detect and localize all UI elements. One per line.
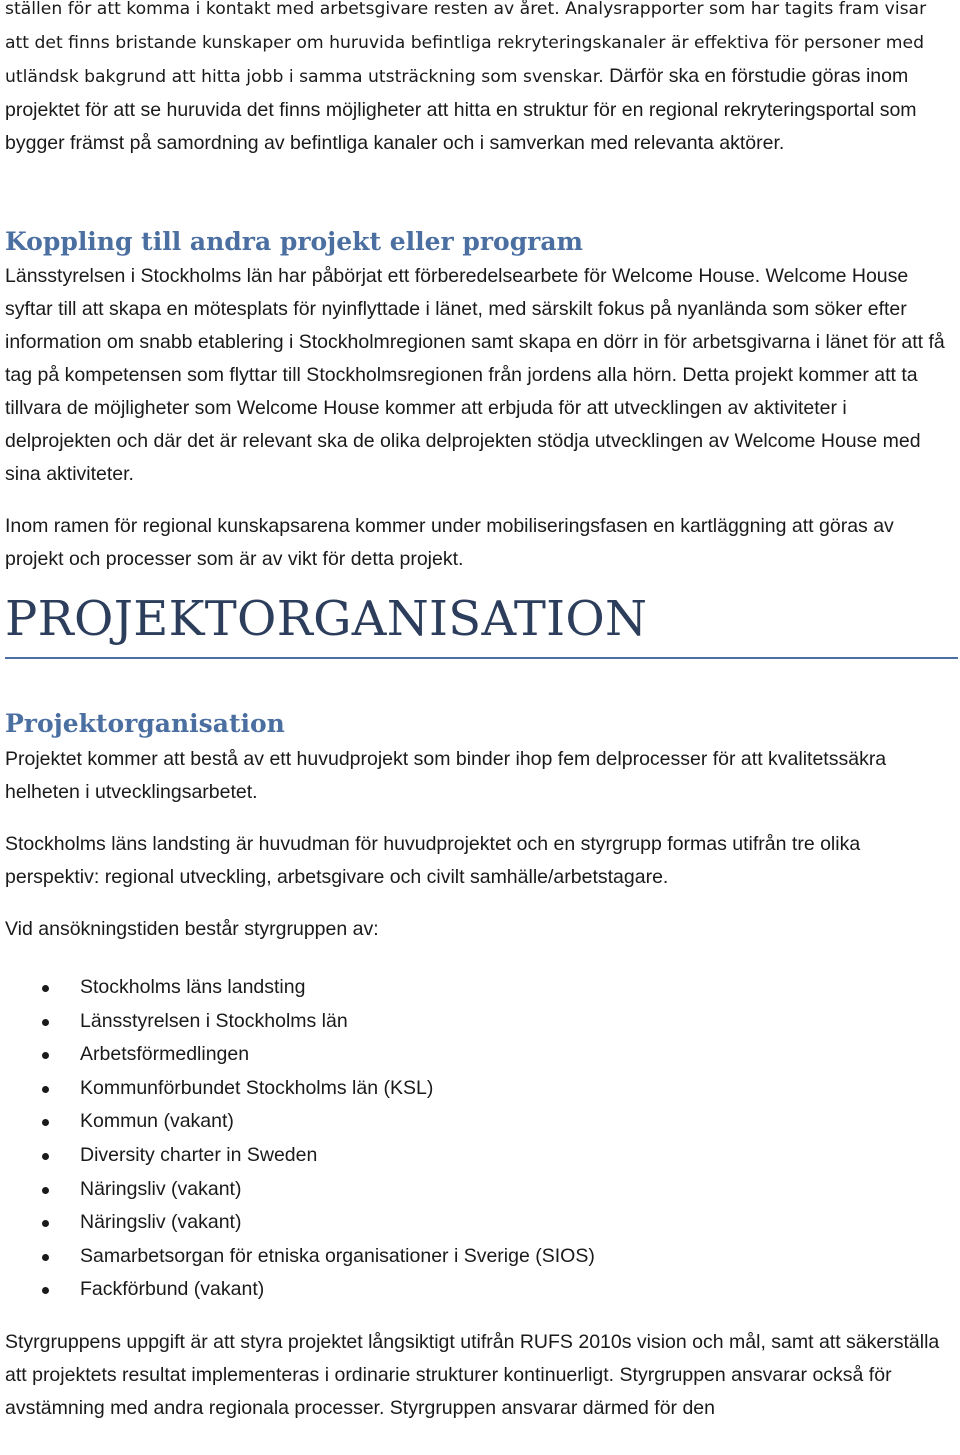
list-item-label: Diversity charter in Sweden: [80, 1143, 318, 1166]
list-item-label: Stockholms läns landsting: [80, 976, 306, 998]
bullet-dot-icon: [42, 1019, 49, 1026]
bullet-dot-icon: [42, 1153, 49, 1160]
list-item: [5, 1173, 955, 1207]
list-item-label: Länsstyrelsen i Stockholms län: [80, 1009, 348, 1032]
bullet-dot-icon: [42, 1119, 49, 1126]
styrgrupp-list: [5, 971, 955, 1307]
intro-paragraph: [5, 0, 955, 160]
projektorganisation-heading: Projektorganisation: [5, 709, 285, 738]
bullet-dot-icon: [42, 1254, 49, 1261]
bullet-dot-icon: [42, 1187, 49, 1194]
list-item-label: Arbetsförmedlingen: [80, 1043, 250, 1066]
bullet-dot-icon: [42, 1287, 49, 1294]
list-item: [5, 1072, 955, 1106]
list-item-label: Näringsliv (vakant): [80, 1177, 242, 1200]
list-item: [5, 1005, 955, 1039]
list-item: [5, 971, 955, 1005]
list-item: [5, 1038, 955, 1072]
inom-paragraph: Inom ramen för regional kunskapsarena kommer under mobiliseringsfasen en kartläggning att göras av projekt och processer som är av vikt för detta projekt.: [5, 515, 894, 570]
list-item: [5, 1240, 955, 1274]
list-item: [5, 1206, 955, 1240]
huvudman-paragraph: Stockholms läns landsting är huvudman för huvudprojektet och en styrgrupp formas utifrån tre olika perspektiv: regional utveckling, arbetsgivare och civilt samhälle/arbetstagare.: [5, 833, 861, 888]
title-underline: [5, 657, 958, 659]
styrgrupp-intro: Vid ansökningstiden består styrgruppen av:: [5, 918, 379, 940]
koppling-paragraph: Länsstyrelsen i Stockholms län har påbörjat ett förberedelsearbete för Welcome House. Welcome House syftar till att skapa en mötesplats för nyinflyttade i länet, med särskilt fokus på nyanlända som söker efter information om snabb etablering i Stockholmregionen samt skapa en dörr in för arbetsgivarna i länet för att få tag på kompetensen som flyttar till Stockholmsregionen från jordens alla hörn. Detta projekt kommer att ta tillvara de möjligheter som Welcome House kommer att erbjuda för att utvecklingen av aktiviteter i delprojekten och där det är relevant ska de olika delprojekten stödja utvecklingen av Welcome House med sina aktiviteter.: [5, 265, 945, 485]
list-item-label: Näringsliv (vakant): [80, 1211, 242, 1234]
section-title: PROJEKTORGANISATION: [5, 591, 648, 647]
document-page: [5, 0, 955, 1425]
list-item-label: Kommun (vakant): [80, 1110, 234, 1133]
bullet-dot-icon: [42, 1052, 49, 1059]
list-item: [5, 1273, 955, 1307]
bullet-dot-icon: [42, 985, 49, 992]
koppling-heading: Koppling till andra projekt eller program: [5, 227, 584, 256]
projorg-paragraph: Projektet kommer att bestå av ett huvudprojekt som binder ihop fem delprocesser för att kvalitetssäkra helheten i utvecklingsarbetet.: [5, 748, 887, 803]
intro-text-part1: ställen för att komma i kontakt med arbetsgivare resten av året. Analysrapporter som har tagits fram visar att det finns bristande kunskaper om huruvida befintliga rekryteringskanaler är effektiva för personer med utländsk bakgrund att hitta jobb i samma utsträckning som svenskar.: [5, 0, 927, 87]
list-item: [5, 1139, 955, 1173]
list-item-label: Fackförbund (vakant): [80, 1278, 265, 1301]
styrgrupp-uppgift-paragraph: Styrgruppens uppgift är att styra projektet långsiktigt utifrån RUFS 2010s vision och mål, samt att säkerställa att projektets resultat implementeras i ordinarie strukturer kontinuerligt. Styrgruppen ansvarar också för avstämning med andra regionala processer. Styrgruppen ansvarar därmed för den: [5, 1330, 940, 1419]
list-item-label: Samarbetsorgan för etniska organisationer i Sverige (SIOS): [80, 1244, 595, 1267]
list-item-label: Kommunförbundet Stockholms län (KSL): [80, 1076, 434, 1099]
list-item: [5, 1105, 955, 1139]
bullet-dot-icon: [42, 1220, 49, 1227]
bullet-dot-icon: [42, 1086, 49, 1093]
intro-text-part2: Därför ska en förstudie göras inom projektet för att se huruvida det finns möjligheter att hitta en struktur för en regional rekryteringsportal som bygger främst på samordning av befintliga kanaler och i samverkan med relevanta aktörer.: [5, 65, 917, 154]
